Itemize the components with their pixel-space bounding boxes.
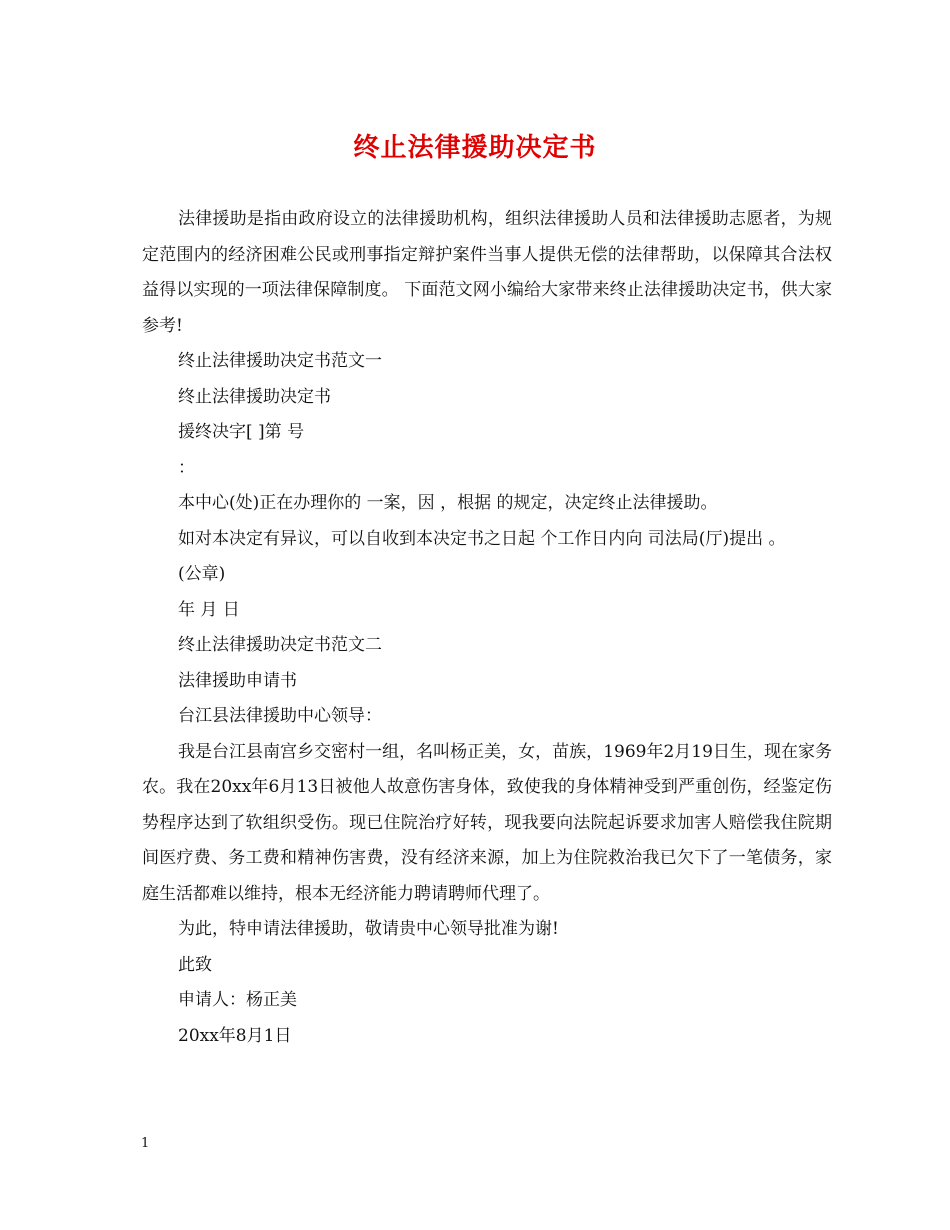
paragraph-addressee-blank: ： bbox=[178, 457, 195, 478]
paragraph-decision-title: 终止法律援助决定书 bbox=[178, 386, 331, 407]
paragraph-sample-two-heading: 终止法律援助决定书范文二 bbox=[178, 635, 382, 655]
paragraph-signature-date: 20xx年8月1日 bbox=[178, 1025, 292, 1046]
paragraph-intro: 法律援助是指由政府设立的法律援助机构，组织法律援助人员和法律援助志愿者，为规定范围内的经济困难公民或刑事指定辩护案件当事人提供无偿的法律帮助，以保障其合法权益得以实现的一项法律保障制度。 下面范文网小编给大家带来终止法律援助决定书，供大家参考! bbox=[142, 209, 832, 336]
document-title: 终止法律援助决定书 bbox=[353, 133, 597, 163]
document-body bbox=[142, 202, 832, 1054]
paragraph-salutation: 台江县法律援助中心领导： bbox=[178, 706, 382, 726]
paragraph-closing: 此致 bbox=[178, 954, 212, 975]
paragraph-objection-text: 如对本决定有异议，可以自收到本决定书之日起 个工作日内向 司法局(厅)提出 。 bbox=[178, 528, 786, 549]
paragraph-date-blank: 年 月 日 bbox=[178, 599, 240, 620]
paragraph-application-body: 我是台江县南宫乡交密村一组，名叫杨正美，女，苗族，1969年2月19日生，现在家务农。我在20xx年6月13日被他人故意伤害身体，致使我的身体精神受到严重创伤，经鉴定伤势程序达到了软组织受伤。现已住院治疗好转，现我要向法院起诉要求加害人赔偿我住院期间医疗费、务工费和精神伤害费，没有经济来源，加上为住院救治我已欠下了一笔债务，家庭生活都难以维持，根本无经济能力聘请聘师代理了。 bbox=[142, 741, 832, 904]
paragraph-request: 为此，特申请法律援助，敬请贵中心领导批准为谢! bbox=[178, 919, 559, 939]
page-number: 1 bbox=[141, 1136, 150, 1151]
paragraph-decision-text: 本中心(处)正在办理你的 一案，因 ，根据 的规定，决定终止法律援助。 bbox=[178, 493, 718, 513]
paragraph-document-number: 援终决字[ ]第 号 bbox=[178, 422, 305, 442]
paragraph-application-title: 法律援助申请书 bbox=[178, 670, 297, 691]
paragraph-seal: (公章) bbox=[178, 564, 226, 584]
paragraph-sample-one-heading: 终止法律援助决定书范文一 bbox=[178, 351, 382, 371]
paragraph-applicant: 申请人：杨正美 bbox=[178, 990, 297, 1010]
